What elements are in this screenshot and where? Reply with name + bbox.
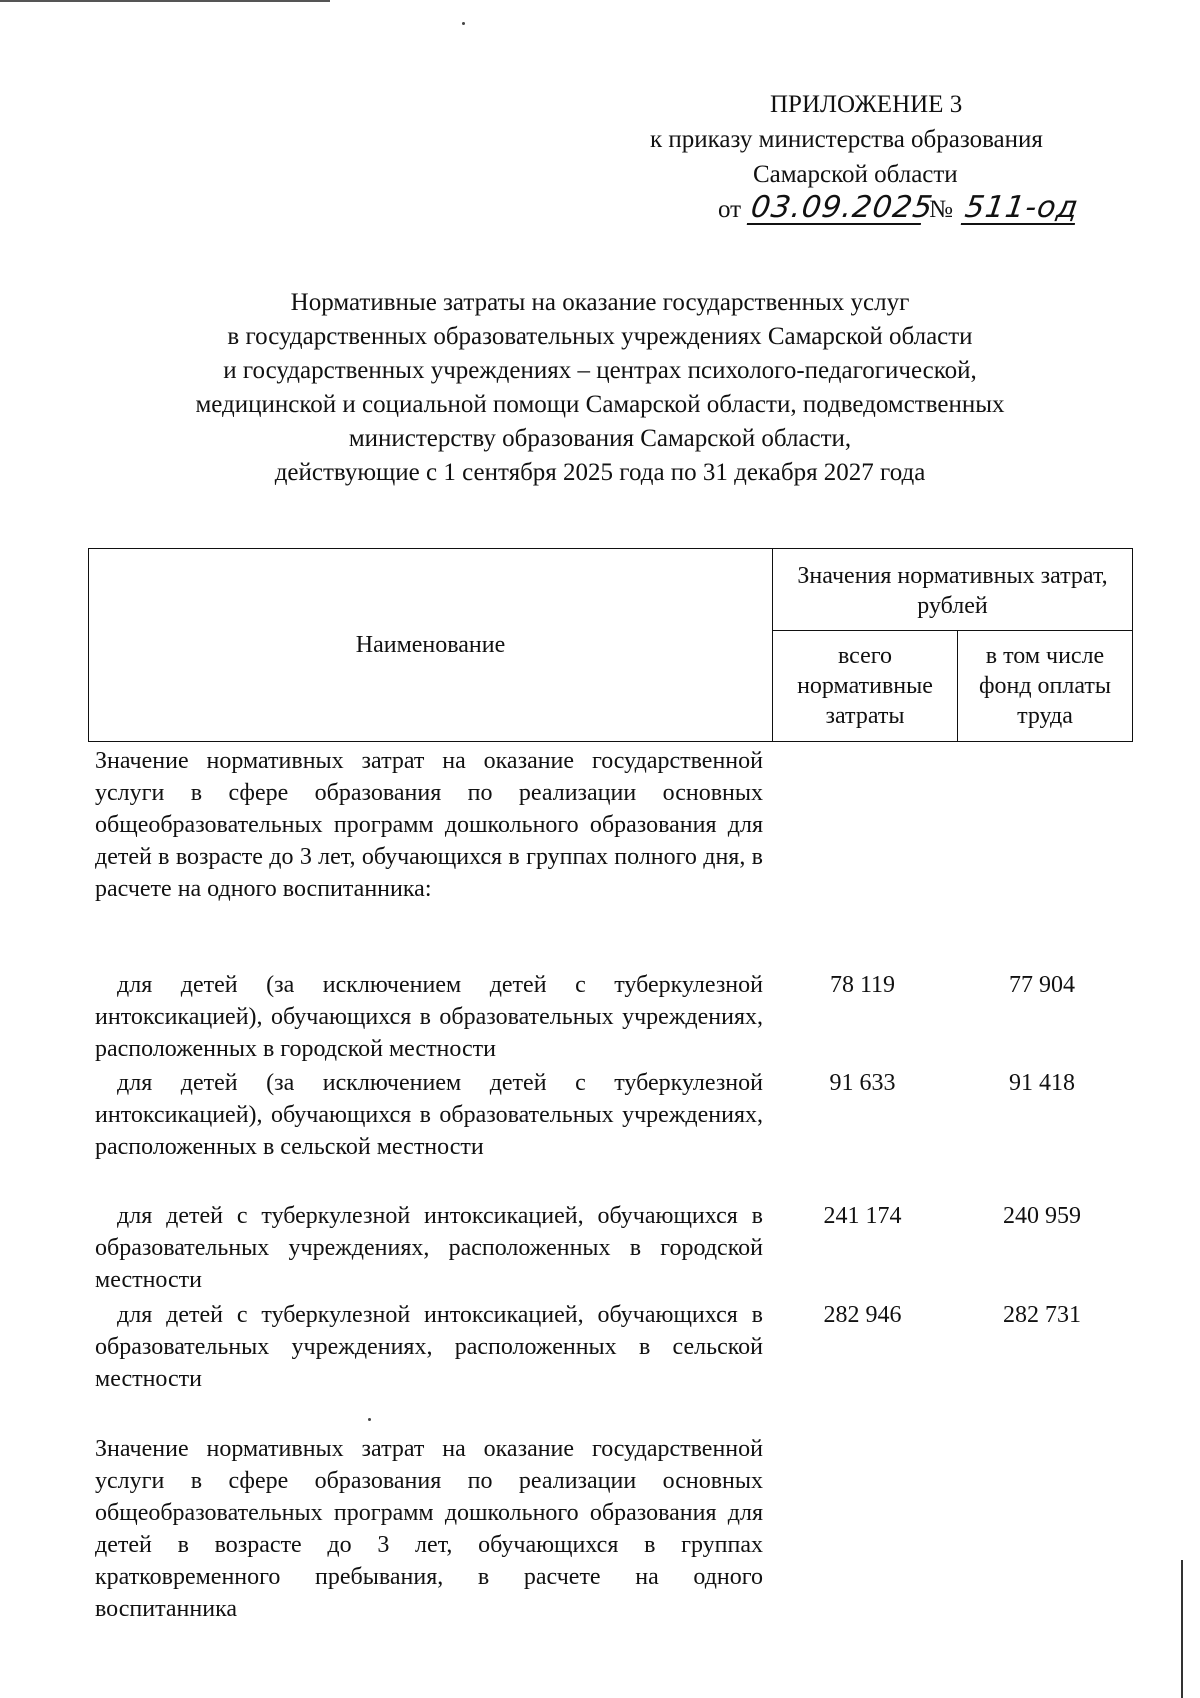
table-row-text: для детей с туберкулезной интоксикацией, обучающихся в образовательных учреждениях, расположенных в сельской местности bbox=[95, 1302, 763, 1392]
scan-edge-right bbox=[1181, 1560, 1183, 1698]
table-cell-wage: 240 959 bbox=[1003, 1203, 1081, 1229]
appendix-date-number bbox=[718, 190, 1081, 226]
title-line: и государственных учреждениях – центрах психолого-педагогической, bbox=[223, 357, 977, 384]
table-row-text: для детей (за исключением детей с туберкулезной интоксикацией), обучающихся в образовательных учреждениях, расположенных в городской местности bbox=[95, 972, 763, 1062]
date-prefix: от bbox=[718, 196, 742, 223]
scan-speck bbox=[462, 22, 465, 25]
table-row-text: Значение нормативных затрат на оказание государственной услуги в сфере образования по реализации основных общеобразовательных программ дошкольного образования для детей в возрасте до 3 лет, обучающихся в группах кратковременного пребывания, в расчете на одного воспитанника bbox=[95, 1436, 763, 1622]
title-line: в государственных образовательных учреждениях Самарской области bbox=[227, 323, 973, 350]
appendix-order-ref: к приказу министерства образования bbox=[650, 126, 1043, 153]
table-cell-total: 282 946 bbox=[823, 1302, 902, 1328]
handwritten-number: 511-од bbox=[962, 190, 1081, 225]
table-cell-total: 241 174 bbox=[823, 1203, 902, 1229]
header-wage: в том числе фонд оплаты труда bbox=[978, 643, 1112, 729]
table-cell-total: 78 119 bbox=[829, 972, 896, 998]
number-sign: № bbox=[929, 196, 953, 223]
title-line: министерству образования Самарской области, bbox=[348, 425, 852, 452]
handwritten-date: 03.09.2025 bbox=[748, 190, 936, 225]
document-title bbox=[100, 286, 1100, 490]
table-row-text: Значение нормативных затрат на оказание государственной услуги в сфере образования по реализации основных общеобразовательных программ дошкольного образования для детей в возрасте до 3 лет, обучающихся в группах полного дня, в расчете на одного воспитанника: bbox=[95, 748, 763, 902]
table-cell-wage: 77 904 bbox=[1009, 972, 1075, 998]
appendix-region: Самарской области bbox=[753, 161, 958, 188]
table-row-text: для детей с туберкулезной интоксикацией, обучающихся в образовательных учреждениях, расположенных в городской местности bbox=[95, 1203, 763, 1293]
table-cell-wage: 282 731 bbox=[1003, 1302, 1081, 1328]
header-values: Значения нормативных затрат, рублей bbox=[773, 549, 1132, 631]
title-line: медицинской и социальной помощи Самарской области, подведомственных bbox=[195, 391, 1005, 418]
header-name: Наименование bbox=[89, 549, 773, 741]
scan-edge-top bbox=[0, 0, 330, 2]
table-header bbox=[88, 548, 1133, 742]
table-cell-total: 91 633 bbox=[829, 1070, 896, 1096]
title-line: Нормативные затраты на оказание государственных услуг bbox=[290, 289, 910, 316]
table-cell-wage: 91 418 bbox=[1009, 1070, 1075, 1096]
title-line: действующие с 1 сентября 2025 года по 31 декабря 2027 года bbox=[274, 459, 926, 486]
table-row-text: для детей (за исключением детей с туберкулезной интоксикацией), обучающихся в образовательных учреждениях, расположенных в сельской местности bbox=[95, 1070, 763, 1160]
header-total: всего нормативные затраты bbox=[773, 631, 958, 741]
scan-speck bbox=[368, 1418, 371, 1421]
appendix-title: ПРИЛОЖЕНИЕ 3 bbox=[770, 91, 963, 118]
